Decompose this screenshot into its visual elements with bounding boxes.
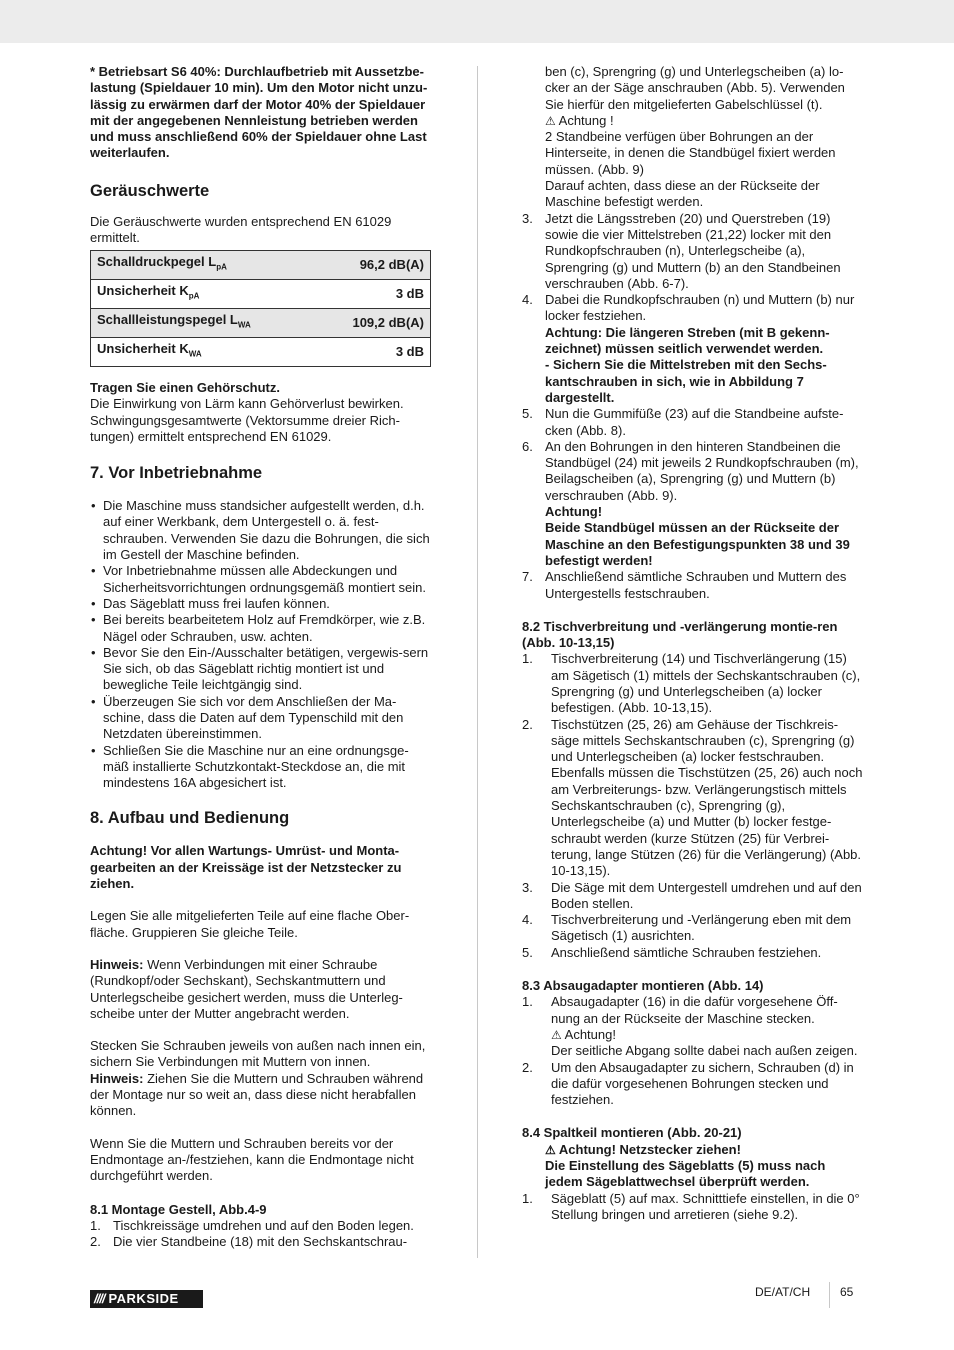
list-item: 1. Sägeblatt (5) auf max. Schnitttiefe einstellen, in die 0° Stellung bringen und arretieren (siehe 9.2).	[522, 1190, 860, 1222]
list-item: 4. Tischverbreiterung und -Verlängerung eben mit dem Sägetisch (1) ausrichten.	[522, 912, 852, 944]
noise-value: 3 dB	[316, 280, 430, 309]
section-8-3-heading: 8.3 Absaugadapter montieren (Abb. 14)	[522, 978, 764, 994]
list-item: • Bei bereits bearbeitetem Holz auf Fremdkörper, wie z.B. Nägel oder Schrauben, usw. achten.	[90, 612, 432, 645]
hearing-text: Die Einwirkung von Lärm kann Gehörverlust bewirken. Schwingungsgesamtwerte (Vektorsumme dreier Rich-tungen) ermittelt entsprechend EN 61029.	[90, 396, 404, 444]
noise-label: Schallleistungspegel L	[97, 312, 238, 328]
noise-table	[90, 250, 431, 367]
list-item: 7. Anschließend sämtliche Schrauben und Muttern des Untergestells festschrauben.	[522, 569, 847, 601]
right-column	[522, 64, 864, 1223]
hint-label: Hinweis:	[90, 956, 144, 972]
section-8-paragraph: Legen Sie alle mitgelieferten Teile auf eine flache Ober-fläche. Gruppieren Sie gleiche Teile.	[90, 908, 410, 940]
list-item: 2. Die vier Standbeine (18) mit den Sechskantschrau-	[90, 1234, 408, 1250]
noise-row: Schalldruckpegel $L_{pA}$ 96,2 dB(A)	[91, 251, 431, 280]
section-8-1-heading: 8.1 Montage Gestell, Abb.4-9	[90, 1201, 267, 1217]
list-item: 2. Tischstützen (25, 26) am Gehäuse der Tischkreis-säge mittels Sechskantschrauben (c), Sprengring (g) und Unterlegscheiben (a) locker festschrauben. Ebenfalls müssen die Tischstützen (25, 26) auch noch am Verbreiterungs- bzw. Verlängerungstisch mittels Sechskantschrauben (c), Sprengring (g), Unterlegscheibe (a) und Mutter (b) locker festge-schraubt werden (kurze Stützen (25) für Verbrei-terung, lange Stützen (26) für die Verlängerung) (Abb. 10-13,15).	[522, 716, 863, 879]
list-item: • Schließen Sie die Maschine nur an eine ordnungsge-mäß installierte Schutzkontakt-Steckdose an, die mit mindestens 16A abgesichert ist.	[90, 743, 432, 792]
logo-slashes: ////	[94, 1291, 105, 1306]
hint-label: Hinweis:	[90, 1070, 144, 1086]
top-bar	[0, 0, 954, 43]
list-item: 4. Dabei die Rundkopfschrauben (n) und Muttern (b) nur locker festziehen. Achtung: Die längeren Streben (mit B gekenn-zeichnet) müssen seitlich verwendet werden. - Sichern Sie die Mittelstreben mit den Sechs-kantschrauben in sich, wie in Abbildung 7 dargestellt.	[522, 292, 864, 406]
section-8-paragraph: Stecken Sie Schrauben jeweils von außen nach innen ein, sichern Sie Verbindungen mit Muttern von innen.	[90, 1038, 426, 1070]
noise-row: Unsicherheit $K_{pA}$ 3 dB	[91, 280, 431, 309]
warning-icon: ⚠	[551, 1027, 562, 1042]
warning-note: Achtung: Die längeren Streben (mit B gekenn-zeichnet) müssen seitlich verwendet werden.	[545, 324, 830, 357]
section-7-list	[90, 498, 432, 791]
list-item: 3. Jetzt die Längsstreben (20) und Querstreben (19) sowie die vier Mittelstreben (21,22) locker mit den Rundkopfschrauben (n), Unterlegscheibe (a), Sprengring (g) und Muttern (b) an den Standbeinen verschrauben (Abb. 6-7).	[522, 210, 841, 291]
list-item: 1. Tischverbreiterung (14) und Tischverlängerung (15) am Sägetisch (1) mittels der Sechskantschrauben (c), Sprengring (g) und Unterlegscheiben (a) locker befestigen. (Abb. 10-13,15).	[522, 651, 861, 716]
list-item: 2. Um den Absaugadapter zu sichern, Schrauben (d) in die dafür vorgesehenen Bohrungen stecken und festziehen.	[522, 1059, 854, 1108]
list-item: 5. Anschließend sämtliche Schrauben festziehen.	[522, 944, 822, 960]
list-item: • Überzeugen Sie sich vor dem Anschließen der Ma-schine, dass die Daten auf dem Typenschild mit den Netzdaten übereinstimmen.	[90, 694, 432, 743]
section-8-2-list	[522, 651, 864, 961]
list-item-continuation: ben (c), Sprengring (g) und Unterlegscheiben (a) lo-cker an der Säge anschrauben (Abb. 5). Verwenden Sie hierfür den mitgelieferten Gabelschlüssel (t). ⚠ Achtung ! 2 Standbeine verfügen über Bohrungen an der Hinterseite, in denen die Standbügel fixiert werden müssen. (Abb. 9) Darauf achten, dass diese an der Rückseite der Maschine befestigt werden.	[522, 64, 864, 211]
noise-label: Unsicherheit K	[97, 341, 189, 357]
noise-intro: Die Geräuschwerte wurden entsprechend EN 61029 ermittelt.	[90, 213, 392, 246]
section-7-heading: 7. Vor Inbetriebnahme	[90, 464, 263, 483]
warning-note: - Sichern Sie die Mittelstreben mit den Sechs-kantschrauben in sich, wie in Abbildung 7 dargestellt.	[545, 357, 827, 405]
noise-value: 96,2 dB(A)	[316, 251, 430, 280]
section-8-4-heading: 8.4 Spaltkeil montieren (Abb. 20-21)	[522, 1125, 742, 1141]
section-8-3-list	[522, 994, 864, 1108]
list-item: 1. Tischkreissäge umdrehen und auf den Boden legen.	[90, 1217, 414, 1233]
noise-value: 109,2 dB(A)	[316, 309, 430, 338]
noise-row: Unsicherheit $K_{WA}$ 3 dB	[91, 338, 431, 367]
list-item: • Das Sägeblatt muss frei laufen können.	[90, 596, 432, 612]
section-8-heading: 8. Aufbau und Bedienung	[90, 809, 290, 828]
list-item: 5. Nun die Gummifüße (23) auf die Standbeine aufste-cken (Abb. 8).	[522, 406, 844, 438]
hearing-protection-note: Tragen Sie einen Gehörschutz.	[90, 379, 280, 395]
warning-note: ⚠ Achtung! Netzstecker ziehen!	[545, 1141, 741, 1157]
section-8-hint: Hinweis: Ziehen Sie die Muttern und Schrauben während der Montage nur so weit an, dass diese nicht herabfallen können.	[90, 1070, 424, 1119]
list-item: • Bevor Sie den Ein-/Ausschalter betätigen, vergewis-sern Sie sich, ob das Sägeblatt richtig montiert ist und bewegliche Teile leichtgängig sind.	[90, 645, 432, 694]
list-item: 6. An den Bohrungen in den hinteren Standbeinen die Standbügel (24) mit jeweils 2 Rundkopfschrauben (m), Beilagscheiben (a), Sprengring (g) und Muttern (b) verschrauben (Abb. 9). Achtung! Beide Standbügel müssen an der Rückseite der Maschine an den Befestigungspunkten 38 und 39 befestigt werden!	[522, 439, 864, 569]
warning-note: ⚠ Achtung !	[545, 112, 614, 128]
logo-text: PARKSIDE	[108, 1291, 179, 1306]
noise-heading: Geräuschwerte	[90, 181, 210, 200]
left-column	[90, 64, 432, 1250]
section-8-paragraph: Wenn Sie die Muttern und Schrauben bereits vor der Endmontage an-/festziehen, kann die Endmontage nicht durchgeführt werden.	[90, 1135, 414, 1184]
noise-value: 3 dB	[316, 338, 430, 367]
section-8-1-list	[90, 1218, 432, 1251]
warning-note: Beide Standbügel müssen an der Rückseite der Maschine an den Befestigungspunkten 38 und 39 befestigt werden!	[545, 520, 850, 568]
page-number: 65	[840, 1285, 854, 1299]
section-8-4-warning: ⚠ Achtung! Netzstecker ziehen! Die Einstellung des Sägeblatts (5) muss nach jedem Sägeblattwechsel überprüft werden.	[522, 1142, 864, 1191]
column-divider	[477, 66, 478, 1258]
footer-separator	[829, 1282, 830, 1308]
parkside-logo	[90, 1290, 203, 1308]
section-8-warning: Achtung! Vor allen Wartungs- Umrüst- und Monta-gearbeiten an der Kreissäge ist der Netzstecker zu ziehen.	[90, 843, 402, 892]
section-8-hint: Hinweis: Wenn Verbindungen mit einer Schraube (Rundkopf/oder Sechskant), Sechskantmuttern und Unterlegscheibe gesichert werden, muss die Unterleg-scheibe unter der Mutter angebracht werden.	[90, 956, 403, 1021]
noise-row: Schallleistungspegel $L_{WA}$ 109,2 dB(A)	[91, 309, 431, 338]
footer-language: DE/AT/CH	[755, 1285, 811, 1299]
warning-icon: ⚠	[545, 113, 556, 128]
noise-label: Unsicherheit K	[97, 283, 189, 299]
noise-label: Schalldruckpegel L	[97, 254, 217, 270]
section-8-4-list	[522, 1191, 864, 1224]
list-item: 1. Absaugadapter (16) in die dafür vorgesehene Öff-nung an der Rückseite der Maschine stecken. ⚠ Achtung! Der seitliche Abgang sollte dabei nach außen zeigen.	[522, 994, 864, 1059]
list-item: • Vor Inbetriebnahme müssen alle Abdeckungen und Sicherheitsvorrichtungen ordnungsgemäß montiert sein.	[90, 563, 432, 596]
operating-mode-note: * Betriebsart S6 40%: Durchlaufbetrieb mit Aussetzbe-lastung (Spieldauer 10 min). Um den Motor nicht unzu-lässig zu erwärmen darf der Motor 40% der Spieldauer mit der angegebenen Nennleistung betrieben werden und muss anschließend 60% der Spieldauer ohne Last weiterlaufen.	[90, 64, 428, 161]
list-item: • Die Maschine muss standsicher aufgestellt werden, d.h. auf einer Werkbank, dem Untergestell o. ä. fest-schrauben. Verwenden Sie dazu die Bohrungen, die sich im Gestell der Maschine befinden.	[90, 498, 432, 563]
section-8-1-list-cont	[522, 211, 864, 602]
warning-icon: ⚠	[545, 1142, 556, 1157]
warning-note: ⚠ Achtung!	[551, 1026, 616, 1042]
warning-note: Achtung!	[545, 504, 603, 520]
list-item: 3. Die Säge mit dem Untergestell umdrehen und auf den Boden stellen.	[522, 879, 862, 911]
section-8-2-heading: 8.2 Tischverbreitung und -verlängerung montie-ren (Abb. 10-13,15)	[522, 618, 838, 651]
